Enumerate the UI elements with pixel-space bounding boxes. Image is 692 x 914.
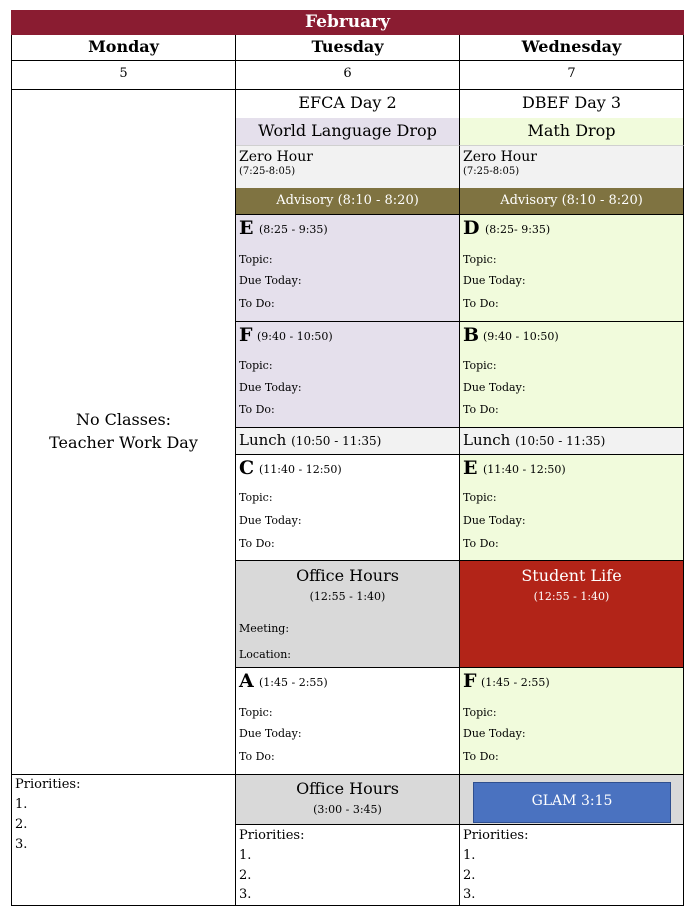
zero-hour-time: (7:25-8:05) [239, 166, 296, 177]
wednesday-block-e[interactable] [460, 455, 684, 561]
block-letter: F [463, 670, 477, 692]
block-due-today: Due Today: [239, 514, 302, 527]
priority-item: 1. [239, 848, 252, 863]
block-letter: F [239, 324, 253, 346]
priorities-label: Priorities: [239, 828, 305, 843]
block-to-do: To Do: [463, 750, 499, 763]
tuesday-block-e[interactable] [236, 214, 460, 322]
block-to-do: To Do: [239, 537, 275, 550]
student-life-title: Student Life [521, 566, 622, 585]
tuesday-block-c[interactable] [236, 455, 460, 561]
wednesday-student-life[interactable] [460, 561, 684, 668]
block-letter: B [463, 324, 480, 346]
block-to-do: To Do: [463, 297, 499, 310]
monday-priorities[interactable] [11, 775, 236, 906]
tuesday-block-f[interactable] [236, 322, 460, 428]
no-classes-text: No Classes: [75, 410, 172, 429]
wednesday-priorities[interactable] [460, 825, 684, 906]
priority-item: 1. [15, 797, 28, 812]
block-letter: E [239, 217, 254, 239]
wednesday-lunch[interactable] [460, 428, 684, 455]
tuesday-drop: World Language Drop [236, 118, 460, 145]
tuesday-office-hours-2[interactable] [236, 775, 460, 825]
date-monday: 5 [11, 61, 236, 90]
date-wednesday: 7 [460, 61, 684, 90]
wednesday-block-b[interactable] [460, 322, 684, 428]
block-to-do: To Do: [463, 537, 499, 550]
block-topic: Topic: [463, 253, 497, 266]
priorities-label: Priorities: [15, 777, 81, 792]
block-time: (8:25- 9:35) [485, 223, 551, 236]
block-due-today: Due Today: [239, 381, 302, 394]
block-time: (11:40 - 12:50) [259, 463, 342, 476]
lunch-label: Lunch (10:50 - 11:35) [463, 431, 606, 449]
block-to-do: To Do: [239, 403, 275, 416]
block-topic: Topic: [463, 491, 497, 504]
office-hours-time: (12:55 - 1:40) [309, 590, 386, 603]
block-time: (9:40 - 10:50) [483, 330, 559, 343]
zero-hour-label: Zero Hour [463, 149, 537, 165]
priority-item: 2. [463, 868, 476, 883]
day-header-tuesday: Tuesday [236, 35, 460, 61]
student-life-time: (12:55 - 1:40) [533, 590, 610, 603]
tuesday-advisory[interactable]: Advisory (8:10 - 8:20) [236, 188, 460, 215]
block-topic: Topic: [463, 706, 497, 719]
office-hours-title: Office Hours [296, 566, 399, 585]
date-tuesday: 6 [236, 61, 460, 90]
priority-item: 2. [239, 868, 252, 883]
zero-hour-label: Zero Hour [239, 149, 313, 165]
block-due-today: Due Today: [239, 274, 302, 287]
block-topic: Topic: [239, 706, 273, 719]
tuesday-block-a[interactable] [236, 668, 460, 775]
tuesday-priorities[interactable] [236, 825, 460, 906]
block-time: (1:45 - 2:55) [481, 676, 550, 689]
block-to-do: To Do: [463, 403, 499, 416]
tuesday-office-hours[interactable] [236, 561, 460, 668]
office-hours-time: (3:00 - 3:45) [313, 803, 382, 816]
wednesday-block-f[interactable] [460, 668, 684, 775]
block-due-today: Due Today: [463, 514, 526, 527]
day-header-wednesday: Wednesday [460, 35, 684, 61]
block-due-today: Due Today: [463, 381, 526, 394]
tuesday-day-label: EFCA Day 2 [236, 90, 460, 118]
office-hours-title: Office Hours [296, 779, 399, 798]
priority-item: 3. [239, 887, 252, 902]
block-topic: Topic: [239, 253, 273, 266]
day-header-monday: Monday [11, 35, 236, 61]
block-letter: C [239, 457, 255, 479]
tuesday-zero-hour[interactable] [236, 145, 460, 188]
teacher-work-day-text: Teacher Work Day [49, 433, 198, 452]
block-letter: D [463, 217, 480, 239]
wednesday-advisory[interactable]: Advisory (8:10 - 8:20) [460, 188, 684, 215]
block-letter: E [463, 457, 478, 479]
block-due-today: Due Today: [463, 727, 526, 740]
location-label: Location: [239, 648, 291, 661]
monday-no-classes-cell[interactable] [11, 90, 236, 775]
priority-item: 2. [15, 817, 28, 832]
wednesday-zero-hour[interactable] [460, 145, 684, 188]
glam-button[interactable]: GLAM 3:15 [473, 782, 671, 823]
month-title: February [11, 10, 684, 35]
wednesday-day-label: DBEF Day 3 [460, 90, 684, 118]
meeting-label: Meeting: [239, 622, 290, 635]
block-to-do: To Do: [239, 297, 275, 310]
tuesday-lunch[interactable] [236, 428, 460, 455]
block-due-today: Due Today: [463, 274, 526, 287]
lunch-label: Lunch (10:50 - 11:35) [239, 431, 382, 449]
priority-item: 3. [463, 887, 476, 902]
block-time: (1:45 - 2:55) [259, 676, 328, 689]
block-due-today: Due Today: [239, 727, 302, 740]
zero-hour-time: (7:25-8:05) [463, 166, 520, 177]
priority-item: 1. [463, 848, 476, 863]
block-to-do: To Do: [239, 750, 275, 763]
block-time: (9:40 - 10:50) [257, 330, 333, 343]
priorities-label: Priorities: [463, 828, 529, 843]
wednesday-block-d[interactable] [460, 214, 684, 322]
wednesday-drop: Math Drop [460, 118, 684, 145]
block-topic: Topic: [239, 491, 273, 504]
block-time: (8:25 - 9:35) [259, 223, 328, 236]
block-time: (11:40 - 12:50) [483, 463, 566, 476]
block-topic: Topic: [239, 359, 273, 372]
block-letter: A [239, 670, 254, 692]
block-topic: Topic: [463, 359, 497, 372]
priority-item: 3. [15, 837, 28, 852]
